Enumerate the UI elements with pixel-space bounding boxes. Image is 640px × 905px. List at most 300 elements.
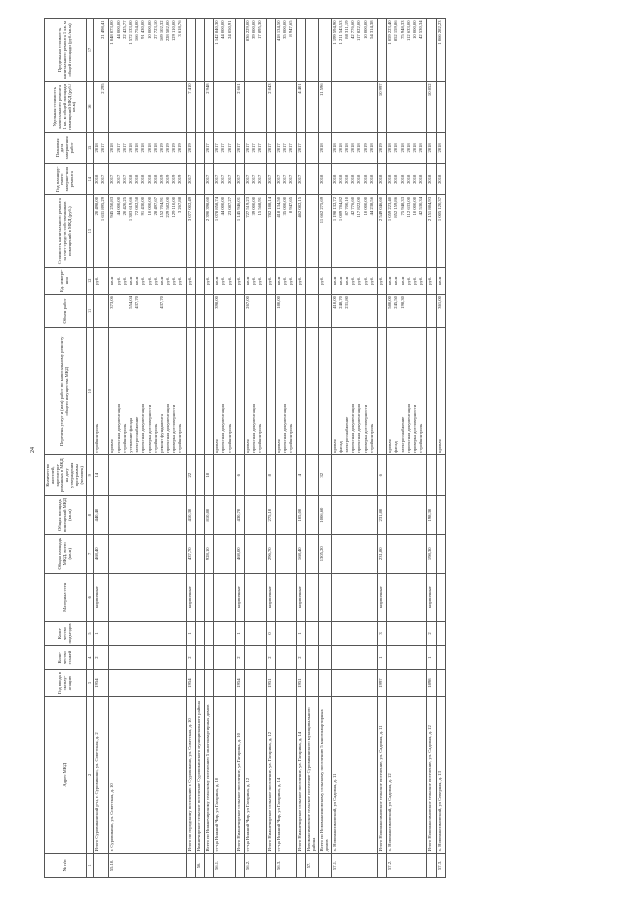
cell-line: кв.м: [337, 276, 343, 285]
table-cell-c6: [387, 573, 427, 621]
table-cell-c1: 57.3.: [436, 853, 445, 877]
table-cell-c16: [378, 81, 387, 132]
cell-line: [307, 296, 313, 326]
table-cell-c3: [387, 670, 427, 697]
cell-line: 398,00: [214, 296, 220, 309]
cell-line: 2017: [288, 143, 294, 153]
cell-line: руб.: [94, 276, 99, 285]
table-cell-c8: 231,80: [378, 496, 387, 535]
table-cell-c5: [306, 621, 319, 645]
cell-line: 2019: [171, 143, 177, 153]
cell-line: 2018: [331, 174, 337, 184]
cell-line: [110, 83, 116, 130]
cell-line: 7 410: [186, 83, 192, 94]
table-cell-c9: 18: [205, 455, 214, 496]
cell-line: [197, 296, 203, 326]
table-cell-c12: [94, 267, 109, 294]
column-index: 7: [86, 534, 94, 573]
cell-line: 8 947,65: [288, 196, 294, 214]
table-cell-c4: [214, 646, 236, 670]
table-cell-c4: [436, 646, 445, 670]
table-cell-c10: [195, 328, 204, 455]
table-row: [244, 19, 266, 878]
cell-line: [277, 83, 283, 130]
table-cell-c7: 928,10: [205, 534, 214, 573]
cell-line: 2017: [186, 174, 192, 184]
table-cell-c2: Всего по Новомаксимовскому сельскому поселению 5 многоквартирных домов: [319, 696, 332, 853]
cell-line: 836 229,00: [244, 20, 250, 42]
cell-line: 2019: [177, 143, 183, 153]
cell-line: 2018: [109, 143, 115, 153]
cell-line: 23 087,27: [226, 196, 232, 216]
table-cell-c9: 22: [186, 455, 195, 496]
cell-line: 437,70: [134, 296, 140, 309]
table-cell-c8: [195, 496, 204, 535]
header-cell: Количество жителей, зарегистри-рованных в МКД на дату утверждения программы (человек): [45, 455, 87, 496]
table-cell-c12: [109, 267, 186, 294]
cell-line: 2017: [100, 174, 106, 184]
cell-line: руб.: [266, 276, 272, 285]
table-cell-c13: [109, 195, 186, 267]
table-cell-c13: [266, 195, 275, 267]
cell-line: 373,06: [109, 296, 115, 309]
cell-line: 2017: [257, 174, 263, 184]
table-cell-c3: 1997: [378, 670, 387, 697]
cell-line: [298, 21, 304, 80]
cell-line: утепление фасада: [127, 417, 133, 453]
cell-line: [188, 296, 194, 326]
cell-line: 2017: [244, 174, 250, 184]
cell-line: 198,30: [399, 296, 405, 309]
table-row: [331, 19, 377, 878]
table-cell-c7: 1305,20: [319, 534, 332, 573]
cell-line: [197, 330, 203, 453]
table-cell-c14: [275, 164, 297, 195]
table-cell-c9: [275, 455, 297, 496]
table-cell-c14: [378, 164, 387, 195]
cell-line: руб.: [257, 276, 263, 285]
cell-line: 91 430,00: [140, 20, 146, 39]
cell-line: 2017: [220, 174, 226, 184]
table-cell-c10: [214, 328, 236, 455]
header-cell: № п/п: [45, 853, 87, 877]
table-cell-c8: 275,10: [266, 496, 275, 535]
table-cell-c1: [266, 853, 275, 877]
cell-line: 10 000,00: [362, 196, 368, 216]
column-index: 17: [86, 19, 94, 82]
table-cell-c14: [109, 164, 186, 195]
cell-line: 248,70: [337, 296, 343, 309]
table-cell-c1: 57.2.: [387, 853, 427, 877]
cell-line: 2017: [275, 143, 281, 153]
column-index: 1: [86, 853, 94, 877]
table-cell-c12: [297, 267, 306, 294]
table-cell-c1: [205, 853, 214, 877]
cell-line: 852 159,86: [393, 196, 399, 218]
cell-line: кровля: [275, 439, 281, 453]
cell-line: 727 519,23: [244, 196, 250, 218]
cell-line: 2017: [257, 143, 263, 153]
table-cell-c4: 1: [378, 646, 387, 670]
cell-line: 2017: [244, 143, 250, 153]
cell-line: [307, 330, 313, 453]
cell-line: 3 267,88: [177, 196, 183, 214]
table-cell-c11: [244, 294, 266, 328]
cell-line: 2018: [146, 143, 152, 153]
cell-line: 1 572 133,00: [127, 20, 133, 45]
table-cell-c6: [319, 573, 332, 621]
table-cell-c4: [319, 646, 332, 670]
table-cell-c10: [109, 328, 186, 455]
table-cell-c5: [275, 621, 297, 645]
cell-line: руб.: [368, 276, 374, 285]
table-cell-c13: [244, 195, 266, 267]
cell-line: 1 199 594,90: [331, 20, 337, 45]
cell-line: 17 895,30: [257, 20, 263, 39]
table-cell-c8: [436, 496, 445, 535]
cell-line: 169 102,32: [158, 20, 164, 42]
table-cell-c17: [235, 19, 244, 82]
cell-line: 2018: [344, 143, 350, 153]
table-cell-c5: [331, 621, 377, 645]
table-cell-c10: [378, 328, 387, 455]
table-cell-c14: [235, 164, 244, 195]
cell-line: [206, 330, 212, 453]
cell-line: [320, 21, 326, 80]
table-cell-c15: [427, 132, 436, 163]
table-cell-c17: [205, 19, 214, 82]
column-index-row: [86, 19, 94, 878]
cell-line: [320, 296, 326, 326]
cell-line: 11 596: [319, 83, 325, 96]
cell-line: 2018: [331, 143, 337, 153]
cell-line: [307, 166, 313, 193]
cell-line: кв.м: [393, 276, 399, 285]
table-cell-c10: [297, 328, 306, 455]
table-cell-c14: [244, 164, 266, 195]
cell-line: 8 947,65: [288, 20, 294, 37]
column-index: 11: [86, 294, 94, 328]
cell-line: 2019: [158, 143, 164, 153]
cell-line: руб.: [411, 276, 417, 285]
table-cell-c17: [195, 19, 204, 82]
cell-line: 91 430,00: [140, 196, 146, 216]
table-row: [186, 19, 195, 878]
table-cell-c9: [436, 455, 445, 496]
table-cell-c12: [186, 267, 195, 294]
table-cell-c13: [214, 195, 236, 267]
cell-line: 852 159,86: [393, 20, 399, 42]
cell-line: 72 082,58: [134, 196, 140, 216]
cell-line: электроснабжение: [134, 416, 140, 453]
table-cell-c11: [436, 294, 445, 328]
table-row: [387, 19, 427, 878]
cell-line: 2018: [140, 143, 146, 153]
cell-line: 2018: [393, 174, 399, 184]
column-index: 10: [86, 328, 94, 455]
table-cell-c2: Итого Новомаксимовское сельское поселение, ул. Садовая, д. 11: [378, 696, 387, 853]
cell-line: [307, 269, 313, 292]
table-cell-c1: [319, 853, 332, 877]
table-cell-c8: [387, 496, 427, 535]
table-cell-c15: [266, 132, 275, 163]
column-index: 12: [86, 267, 94, 294]
table-cell-c2: ст-ца Нижний Чир, ул Гагарина, д. 12: [244, 696, 266, 853]
cell-line: 2017: [281, 143, 287, 153]
table-cell-c8: 198,30: [427, 496, 436, 535]
table-cell-c9: [244, 455, 266, 496]
cell-line: 2018: [393, 143, 399, 153]
cell-line: 2019: [362, 143, 368, 153]
cell-line: руб.: [146, 276, 152, 285]
table-cell-c16: [275, 81, 297, 132]
table-cell-c13: [235, 195, 244, 267]
table-cell-c2: г. Суровикино, ул. Советская, д. 10: [109, 696, 186, 853]
cell-line: [333, 83, 339, 130]
table-cell-c8: [214, 496, 236, 535]
table-cell-c13: [331, 195, 377, 267]
table-cell-c4: [306, 646, 319, 670]
cell-line: 112 633,00: [405, 196, 411, 218]
table-cell-c9: 8: [266, 455, 275, 496]
cell-line: руб.: [356, 276, 362, 285]
table-cell-c3: [214, 670, 236, 697]
cell-line: [237, 21, 243, 80]
cell-line: 2017: [297, 143, 303, 153]
table-cell-c16: [195, 81, 204, 132]
table-cell-c11: [378, 294, 387, 328]
table-cell-c16: [109, 81, 186, 132]
table-cell-c6: [205, 573, 214, 621]
cell-line: [188, 21, 194, 80]
table-cell-c6: [331, 573, 377, 621]
column-index: 2: [86, 696, 94, 853]
table-cell-c3: [319, 670, 332, 697]
table-cell-c9: [195, 455, 204, 496]
cell-line: 2018: [418, 174, 424, 184]
cell-line: 2018: [319, 143, 325, 153]
cell-line: электроснабжение: [399, 416, 405, 453]
table-cell-c10: [436, 328, 445, 455]
table-cell-c7: [214, 534, 236, 573]
table-row: [427, 19, 436, 878]
cell-line: 10 852: [427, 83, 433, 97]
cell-line: 44 000,00: [115, 20, 121, 39]
table-cell-c2: Итого Нижнечирское сельское поселение, ул Гагарина, д. 10: [235, 696, 244, 853]
header-cell: Год ввода в эксплу-атацию: [45, 670, 87, 697]
cell-line: 2018: [436, 143, 442, 153]
cell-line: 2018: [405, 174, 411, 184]
column-index: 13: [86, 195, 94, 267]
cell-line: [206, 296, 212, 326]
table-cell-c1: [297, 853, 306, 877]
cell-line: [438, 83, 444, 130]
cell-line: 2018: [94, 174, 99, 184]
cell-line: 1 198 132,72: [331, 196, 337, 222]
cell-line: проектная документация: [115, 404, 121, 453]
cell-line: 2018: [368, 174, 374, 184]
cell-line: руб.: [297, 276, 303, 285]
table-cell-c1: [186, 853, 195, 877]
table-cell-c1: 57.1.: [331, 853, 377, 877]
cell-line: кв.м: [109, 276, 115, 285]
cell-line: 945 250,83: [109, 196, 115, 218]
cell-line: 2018: [418, 143, 424, 153]
table-cell-c17: [94, 19, 109, 82]
cell-line: 1 066 282,23: [436, 20, 442, 45]
cell-line: кровля: [331, 439, 337, 453]
cell-line: 2018: [378, 174, 383, 184]
table-cell-c8: [275, 496, 297, 535]
cell-line: 2018: [127, 174, 133, 184]
cell-line: 2017: [220, 143, 226, 153]
cell-line: руб.: [418, 276, 424, 285]
cell-line: 1 048 073,00: [109, 20, 115, 45]
cell-line: фасад: [337, 441, 343, 453]
cell-line: 129 110,00: [171, 196, 177, 218]
table-cell-c3: [436, 670, 445, 697]
column-index: 6: [86, 573, 94, 621]
table-cell-c7: [109, 534, 186, 573]
cell-line: [268, 21, 274, 80]
table-cell-c15: [275, 132, 297, 163]
cell-line: [197, 134, 203, 161]
header-cell: Стоимость капитального ремонта за счет средств собственников помещений в МКД (руб.): [45, 195, 87, 267]
table-cell-c5: 1: [235, 621, 244, 645]
cell-line: 2017: [205, 143, 210, 153]
table-cell-c6: кирпичные: [297, 573, 306, 621]
cell-line: [197, 197, 203, 265]
table-cell-c7: 437,70: [186, 534, 195, 573]
table-cell-c9: [306, 455, 319, 496]
cell-line: 24 050,91: [226, 20, 232, 39]
table-cell-c14: [331, 164, 377, 195]
cell-line: [228, 296, 234, 326]
cell-line: кв.м: [134, 276, 140, 285]
cell-line: проектная документация: [165, 404, 171, 453]
table-cell-c10: [235, 328, 244, 455]
cell-line: [307, 197, 313, 265]
table-cell-c13: [186, 195, 195, 267]
cell-line: 1 059 223,40: [387, 196, 393, 222]
table-row: [214, 19, 236, 878]
table-cell-c12: [387, 267, 427, 294]
cell-line: 418 134,50: [275, 196, 281, 218]
cell-line: 44 000,00: [220, 196, 226, 216]
table-cell-c1: [427, 853, 436, 877]
cell-line: 2 390 398,60: [205, 196, 210, 222]
cell-line: 2019: [165, 143, 171, 153]
table-row: [109, 19, 186, 878]
cell-line: руб.: [319, 276, 325, 285]
cell-line: 35 000,00: [281, 196, 287, 216]
table-cell-c4: 2: [94, 646, 109, 670]
table-cell-c2: Итого Нижнечирское сельское поселение, ул. Гагарина, д. 12: [266, 696, 275, 853]
cell-line: проверка достоверности: [146, 404, 152, 453]
cell-line: 28 497,67: [152, 196, 158, 216]
cell-line: руб.: [235, 276, 241, 285]
table-cell-c5: 1: [297, 621, 306, 645]
table-cell-c16: [387, 81, 427, 132]
table-cell-c17: [378, 19, 387, 82]
cell-line: [178, 296, 184, 326]
cell-line: 2017: [205, 174, 210, 184]
table-cell-c8: [109, 496, 186, 535]
table-cell-c12: [378, 267, 387, 294]
table-cell-c14: [387, 164, 427, 195]
table-cell-c3: [205, 670, 214, 697]
table-cell-c9: [427, 455, 436, 496]
table-cell-c13: [387, 195, 427, 267]
page-number: 24: [30, 447, 36, 453]
table-cell-c6: [306, 573, 319, 621]
table-cell-c11: [331, 294, 377, 328]
table-cell-c4: [205, 646, 214, 670]
header-cell: Коли-чество подъездов: [45, 621, 87, 645]
table-cell-c5: [436, 621, 445, 645]
table-cell-c16: [235, 81, 244, 132]
table-cell-c16: [436, 81, 445, 132]
table-cell-c5: [319, 621, 332, 645]
cell-line: фасад: [393, 441, 399, 453]
table-cell-c2: Итого Нижнечирское сельское поселение, ул. Гагарина, д. 14: [297, 696, 306, 853]
table-cell-c9: 14: [94, 455, 109, 496]
table-cell-c3: 1951: [297, 670, 306, 697]
cell-line: [320, 330, 326, 453]
cell-line: 2018: [356, 143, 362, 153]
table-cell-c16: [186, 81, 195, 132]
table-cell-c15: [387, 132, 427, 163]
cell-line: кв.м: [436, 276, 442, 285]
cell-line: проектная документация: [220, 404, 226, 453]
table-cell-c13: [306, 195, 319, 267]
cell-line: 4 401: [297, 83, 303, 94]
table-cell-c14: [319, 164, 332, 195]
cell-line: 15 568,91: [257, 196, 263, 216]
cell-line: 3 077 002,49: [186, 196, 192, 222]
table-cell-c12: [275, 267, 297, 294]
table-cell-c4: [331, 646, 377, 670]
cell-line: 54 314,38: [368, 20, 374, 39]
table-cell-c13: [94, 195, 109, 267]
table-cell-c12: [214, 267, 236, 294]
cell-line: 2017: [281, 174, 287, 184]
cell-line: [258, 296, 264, 326]
cell-line: 2018: [399, 174, 405, 184]
cell-line: 10 000,00: [411, 196, 417, 216]
table-cell-c13: [275, 195, 297, 267]
table-cell-c16: [427, 81, 436, 132]
cell-line: [388, 83, 394, 130]
table-cell-c7: 468,40: [94, 534, 109, 573]
cell-line: 2018: [387, 174, 393, 184]
table-cell-c1: 56.1.: [214, 853, 236, 877]
table-cell-c13: [378, 195, 387, 267]
table-cell-c6: [214, 573, 236, 621]
cell-line: проектная документация: [140, 404, 146, 453]
cell-line: кв.м: [214, 276, 220, 285]
cell-line: 39 000,00: [251, 20, 257, 39]
table-cell-c12: [266, 267, 275, 294]
table-cell-c9: [109, 455, 186, 496]
cell-line: 21 498,41: [100, 20, 106, 39]
table-cell-c7: 168,40: [297, 534, 306, 573]
cell-line: 2017: [288, 174, 294, 184]
cell-line: 228 582,00: [165, 20, 171, 42]
table-cell-c15: [186, 132, 195, 163]
cell-line: руб.: [281, 276, 287, 285]
cell-line: 1 078 858,74: [214, 196, 220, 222]
